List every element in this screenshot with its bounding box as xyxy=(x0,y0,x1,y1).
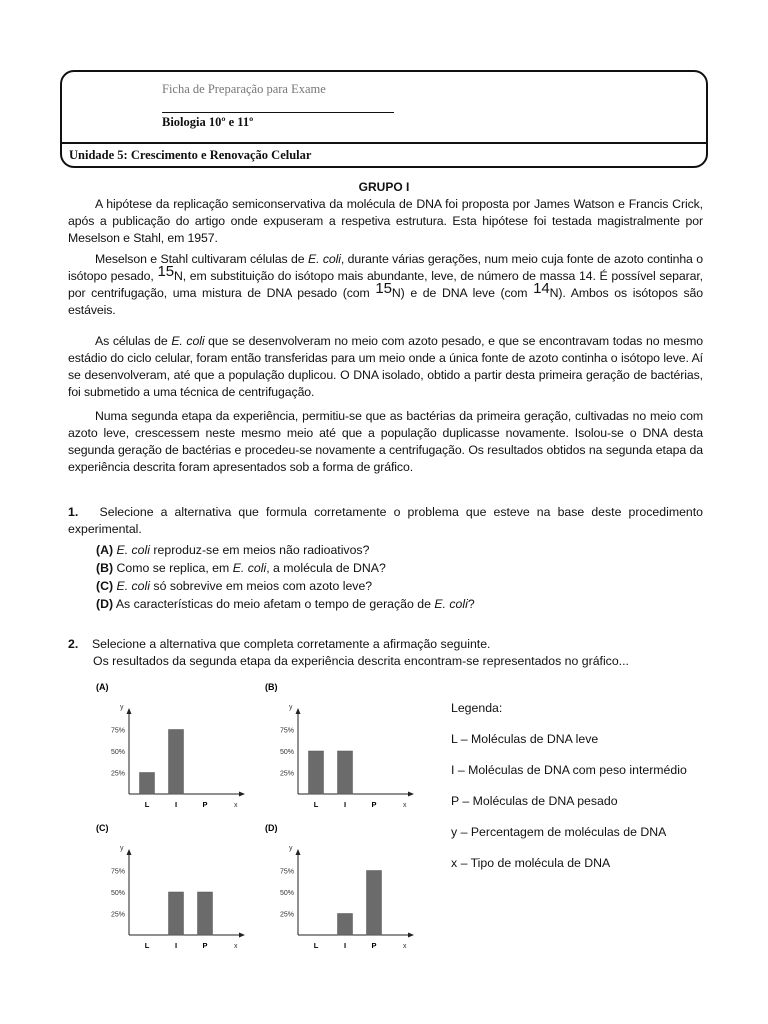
option-letter: (A) xyxy=(96,543,114,557)
option-text: Como se replica, em xyxy=(116,561,233,575)
option-letter: (C) xyxy=(96,579,114,593)
text: N, em substituição do isótopo mais abundante, leve, de número de massa 14. É possível separar, por centrifugação, uma mistura de DNA pesado (com xyxy=(68,269,703,300)
x-tick-label: L xyxy=(144,941,150,950)
x-axis-label: x xyxy=(234,802,238,809)
species-name: E. coli xyxy=(232,561,267,575)
bar-I xyxy=(338,914,353,936)
y-axis-arrow xyxy=(127,849,132,855)
x-tick-label: P xyxy=(202,941,208,950)
legend-item: x – Tipo de molécula de DNA xyxy=(451,856,611,870)
question-number: 2. xyxy=(68,637,79,651)
x-tick-label: L xyxy=(313,800,319,809)
x-axis-label: x xyxy=(403,943,407,950)
bar-I xyxy=(169,892,184,935)
x-tick-label: P xyxy=(371,800,377,809)
option-letter: (B) xyxy=(96,561,114,575)
x-tick-label: P xyxy=(371,941,377,950)
y-tick-label: 25% xyxy=(279,770,294,778)
bar-I xyxy=(169,730,184,795)
legend-title: Legenda: xyxy=(451,701,503,715)
text: , durante várias gerações, num meio cuja fonte de azoto continha o isótopo pesado, xyxy=(68,252,703,283)
y-tick-label: 50% xyxy=(110,749,125,756)
legend-item: I – Moléculas de DNA com peso intermédio xyxy=(451,763,687,777)
y-axis-label: y xyxy=(120,704,124,711)
x-tick-label: I xyxy=(174,800,178,809)
y-tick-label: 75% xyxy=(279,868,294,876)
text: N). Ambos os isótopos são estáveis. xyxy=(68,286,703,317)
bar-L xyxy=(309,751,324,794)
paragraph-1: A hipótese da replicação semiconservativa da molécula de DNA foi proposta por James Watson e Francis Crick, após a publicação do artigo onde expuseram a respetiva estrutura. Esta hipótese foi testada magistralmente por Meselson e Stahl, em 1957. xyxy=(68,197,703,245)
x-axis-arrow xyxy=(239,792,245,797)
bar-I xyxy=(338,751,353,794)
x-tick-label: P xyxy=(202,800,208,809)
question-text: Selecione a alternativa que completa corretamente a afirmação seguinte. xyxy=(91,637,491,651)
option-text: As características do meio afetam o tempo de geração de xyxy=(115,597,435,611)
bar-P xyxy=(367,871,382,936)
legend-item: y – Percentagem de moléculas de DNA xyxy=(451,825,667,839)
y-tick-label: 50% xyxy=(279,890,294,897)
species-name: E. coli xyxy=(307,252,341,266)
y-tick-label: 50% xyxy=(110,890,125,897)
y-axis-label: y xyxy=(289,845,293,852)
x-axis-arrow xyxy=(408,933,414,938)
text: que se desenvolveram no meio com azoto pesado, e que se encontravam todas no mesmo estádio do ciclo celular, foram então transferidas para um meio onde a única fonte de azoto continha o isótopo leve. Aí se desenvolveram, até que a população duplicou. O DNA isolado, obtido a partir desta primeira geração de bactérias, foi submetido a uma técnica de centrifugação. xyxy=(68,334,703,399)
bar-L xyxy=(140,773,155,795)
bar-P xyxy=(198,892,213,935)
isotope-mass: 15 xyxy=(375,280,392,297)
option-text: ? xyxy=(467,597,475,611)
x-axis-arrow xyxy=(408,792,414,797)
y-tick-label: 25% xyxy=(110,911,125,919)
species-name: E. coli xyxy=(434,597,468,611)
x-axis-arrow xyxy=(239,933,245,938)
species-name: E. coli xyxy=(116,579,150,593)
legend-item: L – Moléculas de DNA leve xyxy=(451,732,599,746)
chart-title: (D) xyxy=(265,823,278,833)
y-axis-arrow xyxy=(296,708,301,714)
paragraph-4: Numa segunda etapa da experiência, permitiu-se que as bactérias da primeira geração, cultivadas no meio com azoto leve, crescessem neste mesmo meio até que a população duplicasse novamente. Isolou-se o DNA desta segunda geração de bactérias e procedeu-se novamente a centrifugação. Os resultados obtidos na segunda etapa da experiência descrita foram apresentados sob a forma de gráfico. xyxy=(68,409,703,474)
x-tick-label: L xyxy=(144,800,150,809)
x-tick-label: I xyxy=(343,941,347,950)
text: As células de xyxy=(95,334,172,348)
x-axis-label: x xyxy=(234,943,238,950)
y-axis-arrow xyxy=(127,708,132,714)
isotope-mass: 14 xyxy=(533,280,550,297)
option-letter: (D) xyxy=(96,597,114,611)
chart-title: (C) xyxy=(96,823,109,833)
x-tick-label: L xyxy=(313,941,319,950)
text: Meselson e Stahl cultivaram células de xyxy=(95,252,308,266)
chart-title: (A) xyxy=(96,682,109,692)
y-axis-label: y xyxy=(289,704,293,711)
option-text: reproduz-se em meios não radioativos? xyxy=(150,543,370,557)
header-subtitle: Ficha de Preparação para Exame xyxy=(162,82,326,96)
y-axis-arrow xyxy=(296,849,301,855)
isotope-mass: 15 xyxy=(157,263,174,280)
y-tick-label: 25% xyxy=(110,770,125,778)
text: N) e de DNA leve (com xyxy=(391,286,534,300)
group-title: GRUPO I xyxy=(358,180,410,194)
species-name: E. coli xyxy=(171,334,205,348)
question-text: Selecione a alternativa que formula corretamente o problema que esteve na base deste procedimento experimental. xyxy=(68,505,704,536)
header-unit: Unidade 5: Crescimento e Renovação Celular xyxy=(69,148,312,162)
option-text: , a molécula de DNA? xyxy=(266,561,386,575)
y-tick-label: 75% xyxy=(110,727,125,735)
legend xyxy=(451,701,687,887)
y-tick-label: 75% xyxy=(279,727,294,735)
chart-title: (B) xyxy=(265,682,278,692)
x-tick-label: I xyxy=(343,800,347,809)
y-axis-label: y xyxy=(120,845,124,852)
question-number: 1. xyxy=(68,505,79,519)
header-subject: Biologia 10º e 11º xyxy=(162,115,254,129)
x-tick-label: I xyxy=(174,941,178,950)
y-tick-label: 25% xyxy=(279,911,294,919)
y-tick-label: 75% xyxy=(110,868,125,876)
x-axis-label: x xyxy=(403,802,407,809)
species-name: E. coli xyxy=(116,543,150,557)
legend-item: P – Moléculas de DNA pesado xyxy=(451,794,618,808)
y-tick-label: 50% xyxy=(279,749,294,756)
question-text-2: Os resultados da segunda etapa da experiência descrita encontram-se representados no gráfico... xyxy=(93,654,629,668)
option-text: só sobrevive em meios com azoto leve? xyxy=(150,579,373,593)
